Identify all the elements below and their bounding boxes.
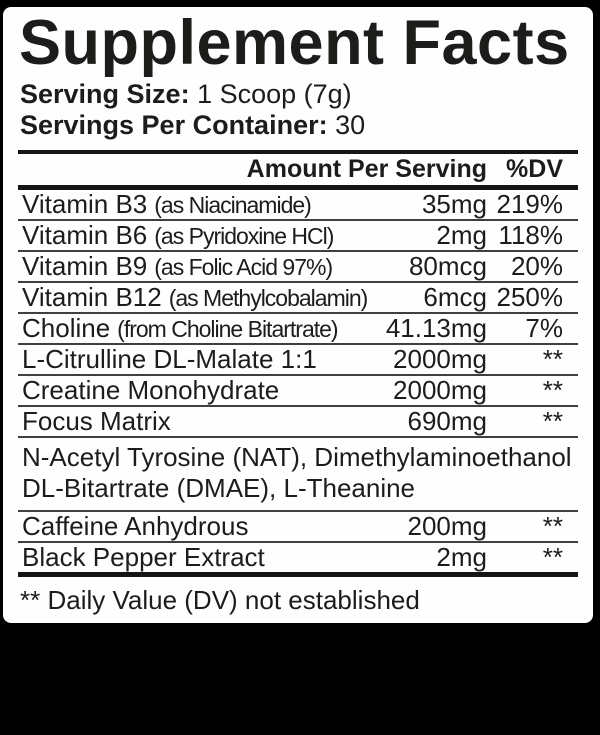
ingredient-name: Vitamin B9 (as Folic Acid 97%) xyxy=(22,251,333,281)
ingredient-dv: 20% xyxy=(510,251,563,281)
table-row xyxy=(18,374,578,405)
ingredient-dv: ** xyxy=(542,542,563,572)
ingredient-amount: 2000mg xyxy=(393,344,487,374)
ingredient-name: Vitamin B3 (as Niacinamide) xyxy=(22,189,311,219)
ingredient-amount: 80mcg xyxy=(408,251,487,281)
ingredient-amount: 2000mg xyxy=(393,375,487,405)
table-row xyxy=(18,281,578,312)
ingredient-amount: 41.13mg xyxy=(385,313,487,343)
ingredient-dv: 7% xyxy=(525,313,563,343)
ingredient-source: (as Niacinamide) xyxy=(154,192,311,218)
supplement-facts-title: Supplement Facts xyxy=(19,8,570,78)
ingredient-dv: 118% xyxy=(498,220,563,250)
table-row xyxy=(18,343,578,374)
ingredient-amount: 2mg xyxy=(436,220,487,250)
ingredient-amount: 6mcg xyxy=(423,282,487,312)
ingredient-name: Choline (from Choline Bitartrate) xyxy=(22,313,338,343)
supplement-facts-panel xyxy=(3,7,593,623)
amount-per-serving-header: Amount Per Serving xyxy=(246,155,487,183)
ingredient-amount: 690mg xyxy=(407,406,487,436)
dv-footnote: ** Daily Value (DV) not established xyxy=(20,585,420,615)
ingredient-dv: ** xyxy=(542,375,563,405)
ingredient-dv: ** xyxy=(542,344,563,374)
sub-ingredients-line: N-Acetyl Tyrosine (NAT), Dimethylaminoethanol xyxy=(22,442,572,472)
servings-per-container-line xyxy=(20,110,578,141)
table-row xyxy=(18,405,578,436)
table-row xyxy=(18,190,578,219)
ingredient-dv: 250% xyxy=(496,282,563,312)
table-row xyxy=(18,510,578,541)
ingredient-dv: 219% xyxy=(496,189,563,219)
serving-size-label: Serving Size: xyxy=(20,79,190,109)
table-row xyxy=(18,312,578,343)
servings-per-container-value: 30 xyxy=(335,110,366,140)
ingredient-source: (as Methylcobalamin) xyxy=(168,285,368,311)
ingredient-name: Vitamin B12 (as Methylcobalamin) xyxy=(22,282,368,312)
ingredient-amount: 2mg xyxy=(436,542,487,572)
ingredient-source: (as Folic Acid 97%) xyxy=(154,254,333,280)
sub-ingredients-line: DL-Bitartrate (DMAE), L-Theanine xyxy=(22,473,416,503)
sub-ingredients-row xyxy=(18,436,578,510)
table-row xyxy=(18,219,578,250)
serving-size-value: 1 Scoop (7g) xyxy=(197,79,352,109)
ingredient-name: L-Citrulline DL-Malate 1:1 xyxy=(22,344,317,374)
serving-info xyxy=(20,79,578,141)
ingredient-name: Black Pepper Extract xyxy=(22,542,265,572)
dv-header: %DV xyxy=(506,155,563,183)
serving-size-line xyxy=(20,79,578,110)
ingredient-source: (as Pyridoxine HCl) xyxy=(154,223,334,249)
ingredient-name: Caffeine Anhydrous xyxy=(22,511,249,541)
ingredient-dv: ** xyxy=(542,406,563,436)
servings-per-container-label: Servings Per Container: xyxy=(20,110,328,140)
ingredient-source: (from Choline Bitartrate) xyxy=(117,316,338,342)
ingredient-name: Vitamin B6 (as Pyridoxine HCl) xyxy=(22,220,334,250)
ingredient-name: Focus Matrix xyxy=(22,406,171,436)
table-header-row xyxy=(18,154,578,185)
ingredient-name: Creatine Monohydrate xyxy=(22,375,280,405)
ingredient-dv: ** xyxy=(542,511,563,541)
ingredient-amount: 200mg xyxy=(407,511,487,541)
ingredient-amount: 35mg xyxy=(421,189,487,219)
table-row xyxy=(18,250,578,281)
ingredient-table xyxy=(18,190,578,572)
table-row xyxy=(18,541,578,572)
